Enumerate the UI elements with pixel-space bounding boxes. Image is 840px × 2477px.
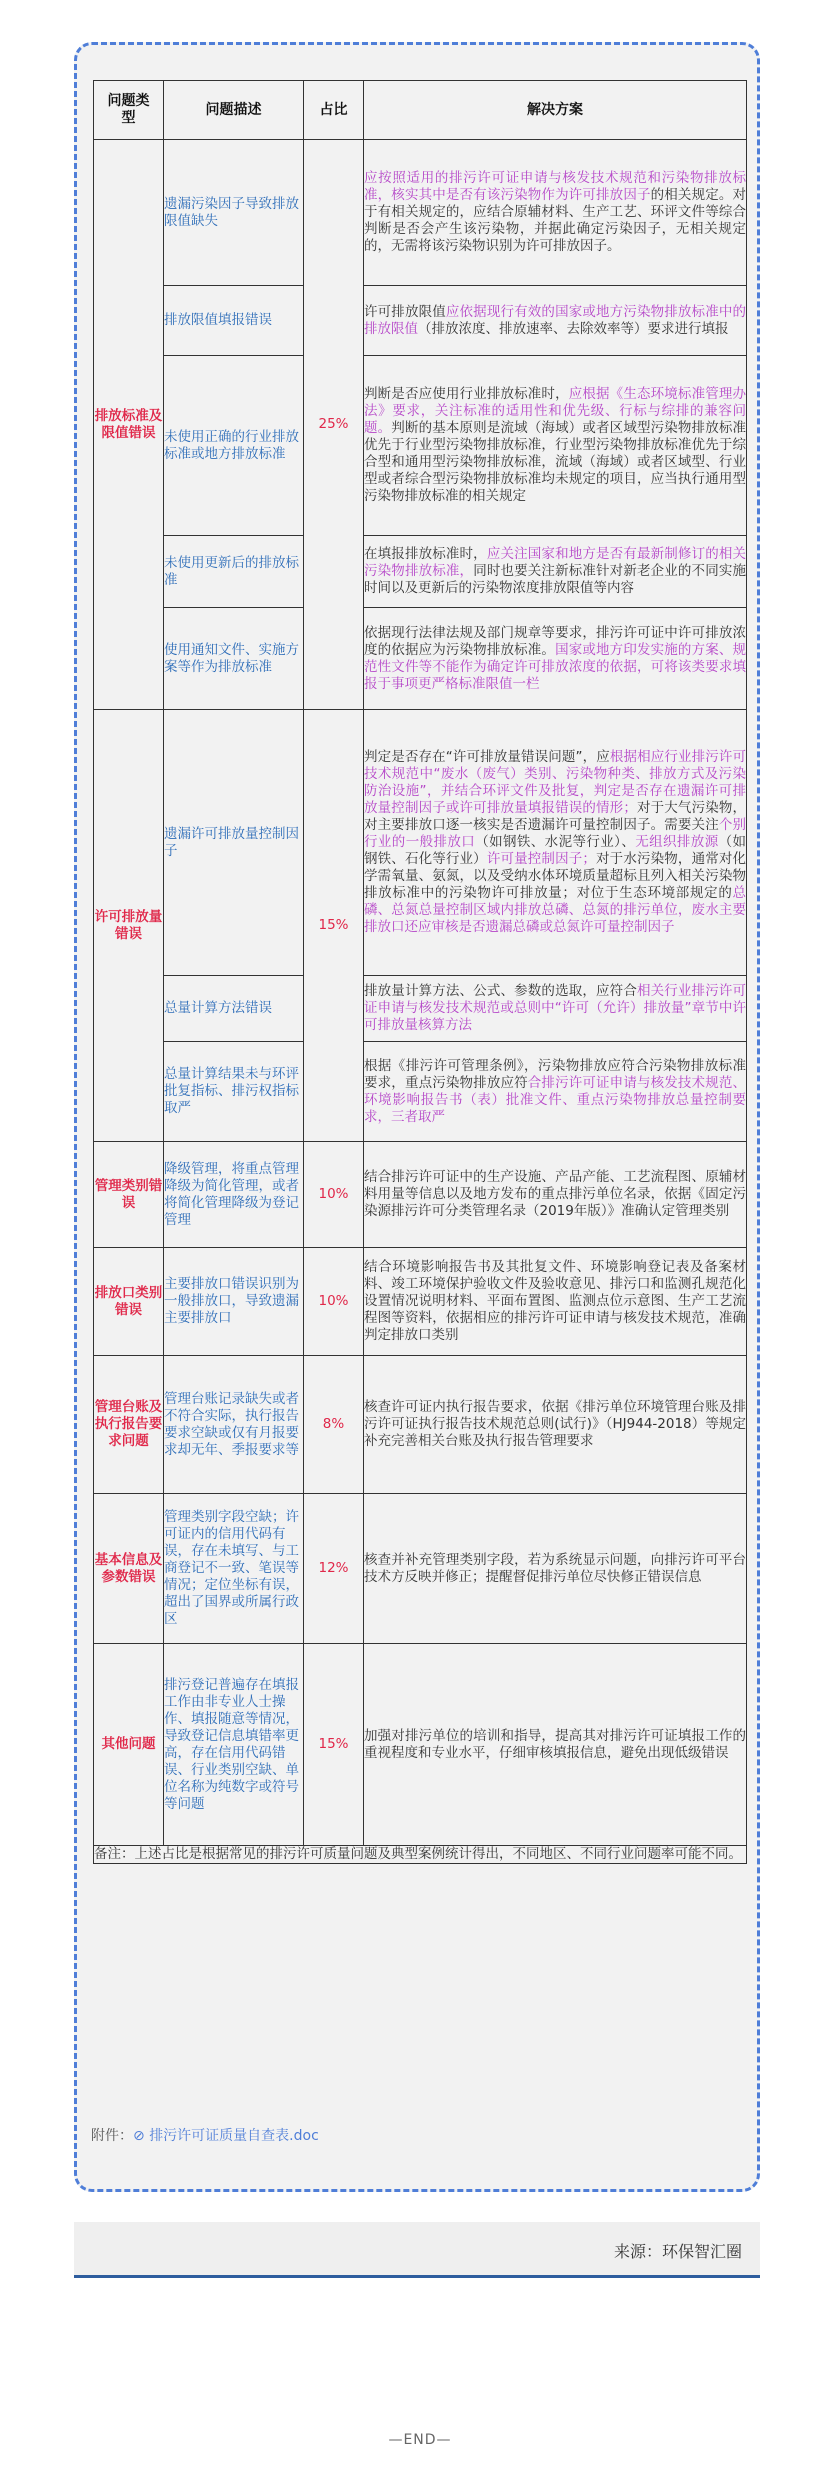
- solution-text: 根据《排污许可管理条例》，污染物排放应符合污染物排放标准要求，重点污染物排放应符: [364, 1057, 746, 1091]
- solution-highlight: 无组织排放源: [635, 834, 719, 850]
- solution-text: （如钢铁、石化等行业）: [364, 834, 747, 867]
- solution-cell: [364, 1142, 747, 1248]
- problem-description: 管理类别字段空缺；许可证内的信用代码有误，存在未填写、与工商登记不一致、笔误等情况；定位坐标有误，超出了国界或所属行政区: [164, 1494, 304, 1644]
- table-row: [94, 356, 747, 536]
- solution-cell: [364, 356, 747, 536]
- problem-ratio: 12%: [304, 1494, 364, 1644]
- header-ratio: 占比: [304, 81, 364, 140]
- problem-description: 使用通知文件、实施方案等作为排放标准: [164, 608, 304, 710]
- problem-category: 基本信息及参数错误: [94, 1494, 164, 1644]
- solution-text: （如钢铁、水泥等行业）、: [475, 834, 636, 850]
- problem-description: 主要排放口错误识别为一般排放口，导致遗漏主要排放口: [164, 1248, 304, 1356]
- solution-text: 对于大气污染物，对主要排放口逐一核实是否遗漏许可量控制因子。需要关注: [364, 800, 747, 833]
- solution-highlight: 相关行业排污许可证申请与核发技术规范或总则中“许可（允许）排放量”章节中许可排放量核算方法: [364, 983, 747, 1033]
- end-marker: —END—: [388, 2432, 452, 2448]
- problem-description: 遗漏许可排放量控制因子: [164, 710, 304, 976]
- problem-category: 管理类别错误: [94, 1142, 164, 1248]
- table-row: [94, 608, 747, 710]
- solution-highlight: 国家或地方印发实施的方案、规范性文件等不能作为确定许可排放浓度的依据，可将该类要求填报于事项更严格标准限值一栏: [364, 641, 747, 692]
- solution-text: 结合排污许可证中的生产设施、产品产能、工艺流程图、原辅材料用量等信息以及地方发布的重点排污单位名录，依据《固定污染源排污许可分类管理名录（2019年版）》准确认定管理类别: [364, 1169, 746, 1219]
- header-solution: 解决方案: [364, 81, 747, 140]
- solution-cell: [364, 1644, 747, 1846]
- table-row: [94, 1644, 747, 1846]
- problem-description: 遗漏污染因子导致排放限值缺失: [164, 140, 304, 286]
- problem-category: 其他问题: [94, 1644, 164, 1846]
- solution-text: 判定是否存在“许可排放量错误问题”，应: [364, 749, 610, 765]
- table-header-row: [94, 81, 747, 140]
- solution-text: 对于水污染物，通常对化学需氧量、氨氮，以及受纳水体环境质量超标且列入相关污染物排放标准中的污染物许可排放量；对位于生态环境部规定的: [364, 851, 747, 901]
- solution-text: 同时也要关注新标准针对新老企业的不同实施时间以及更新后的污染物浓度排放限值等内容: [364, 563, 747, 596]
- solution-cell: [364, 286, 747, 356]
- solution-highlight: 应根据《生态环境标准管理办法》要求，关注标准的适用性和优先级、行标与综排的兼容问题。: [364, 386, 747, 436]
- solution-cell: [364, 140, 747, 286]
- solution-text: 核查许可证内执行报告要求，依据《排污单位环境管理台账及排污许可证执行报告技术规范总则(试行)》（HJ944-2018）等规定补充完善相关台账及执行报告管理要求: [364, 1399, 746, 1449]
- solution-text: 的相关规定。对于有相关规定的，应结合原辅材料、生产工艺、环评文件等综合判断是否会产生该污染物，并据此确定污染因子，无相关规定的，无需将该污染物识别为许可排放因子。: [364, 187, 747, 254]
- solution-cell: [364, 976, 747, 1042]
- attachment-filename: 排污许可证质量自查表.doc: [149, 2128, 319, 2144]
- solution-cell: [364, 1356, 747, 1494]
- solution-highlight: 许可量控制因子；: [486, 851, 596, 867]
- solution-text: 排放量计算方法、公式、参数的选取，应符合: [364, 983, 637, 999]
- solution-highlight: 合排污许可证申请与核发技术规范、环境影响报告书（表）批准文件、重点污染物排放总量控制要求，三者取严: [364, 1074, 747, 1125]
- table-row: [94, 1248, 747, 1356]
- solution-cell: [364, 1494, 747, 1644]
- table-row: [94, 1042, 747, 1142]
- solution-text: 核查并补充管理类别字段，若为系统显示问题，向排污许可平台技术方反映并修正；提醒督促排污单位尽快修正错误信息: [364, 1551, 746, 1585]
- problem-ratio: 8%: [304, 1356, 364, 1494]
- quality-issues-table: [93, 80, 747, 1864]
- problem-category: 排放口类别错误: [94, 1248, 164, 1356]
- solution-text: 加强对排污单位的培训和指导，提高其对排污许可证填报工作的重视程度和专业水平，仔细审核填报信息，避免出现低级错误: [364, 1727, 746, 1761]
- problem-category: 排放标准及限值错误: [94, 140, 164, 710]
- problem-category: 管理台账及执行报告要求问题: [94, 1356, 164, 1494]
- source-bar: [74, 2222, 760, 2278]
- attachment-line: [91, 2125, 319, 2145]
- table-row: [94, 286, 747, 356]
- solution-cell: [364, 1248, 747, 1356]
- problem-description: 总量计算方法错误: [164, 976, 304, 1042]
- solution-highlight: 应按照适用的排污许可证申请与核发技术规范和污染物排放标准，核实其中是否有该污染物作为许可排放因子: [364, 170, 746, 203]
- solution-highlight: 应关注国家和地方是否有最新制修订的相关污染物排放标准，: [364, 546, 747, 579]
- solution-highlight: 应依据现行有效的国家或地方污染物排放标准中的排放限值: [364, 303, 747, 337]
- attachment-label: 附件：: [91, 2128, 133, 2144]
- content-card: [74, 42, 760, 2192]
- source-text: 来源：环保智汇圈: [613, 2242, 742, 2261]
- problem-category: 许可排放量错误: [94, 710, 164, 1142]
- solution-text: （排放浓度、排放速率、去除效率等）要求进行填报: [418, 320, 729, 337]
- solution-cell: [364, 710, 747, 976]
- problem-description: 未使用正确的行业排放标准或地方排放标准: [164, 356, 304, 536]
- problem-description: 管理台账记录缺失或者不符合实际，执行报告要求空缺或仅有月报要求却无年、季报要求等: [164, 1356, 304, 1494]
- solution-text: 依据现行法律法规及部门规章等要求，排污许可证中许可排放浓度的依据应为污染物排放标准。: [364, 624, 746, 658]
- problem-ratio: 10%: [304, 1142, 364, 1248]
- problem-ratio: 10%: [304, 1248, 364, 1356]
- header-problem-type: 问题类型: [94, 81, 164, 140]
- solution-cell: [364, 608, 747, 710]
- problem-ratio: 25%: [304, 140, 364, 710]
- solution-text: 在填报排放标准时，: [364, 546, 487, 562]
- problem-description: 排污登记普遍存在填报工作由非专业人士操作、填报随意等情况，导致登记信息填错率更高，存在信用代码错误、行业类别空缺、单位名称为纯数字或符号等问题: [164, 1644, 304, 1846]
- solution-text: 许可排放限值: [364, 303, 446, 320]
- solution-cell: [364, 1042, 747, 1142]
- solution-text: 结合环境影响报告书及其批复文件、环境影响登记表及备案材料、竣工环境保护验收文件及验收意见、排污口和监测孔规范化设置情况说明材料、平面布置图、监测点位示意图、生产工艺流程图等资料，依据相应的排污许可证申请与核发技术规范，准确判定排放口类别: [364, 1259, 746, 1343]
- solution-text: 判断的基本原则是流域（海域）或者区域型污染物排放标准优先于行业型污染物排放标准，行业型污染物排放标准优先于综合型和通用型污染物排放标准，流域（海域）或者区域型、行业型或者综合型污染物排放标准均未规定的项目，应当执行通用型污染物排放标准的相关规定: [364, 420, 746, 504]
- solution-highlight: 个别行业的一般排放口: [364, 817, 747, 850]
- table-row: [94, 1356, 747, 1494]
- table-row: [94, 976, 747, 1042]
- problem-description: 降级管理，将重点管理降级为简化管理，或者将简化管理降级为登记管理: [164, 1142, 304, 1248]
- solution-text: 判断是否应使用行业排放标准时，: [364, 386, 569, 402]
- table-row: [94, 140, 747, 286]
- solution-highlight: 根据相应行业排污许可技术规范中“废水（废气）类别、污染物种类、排放方式及污染防治设施”，并结合环评文件及批复，判定是否存在遗漏许可排放量控制因子或许可排放量填报错误的情形；: [364, 749, 746, 816]
- table-row: [94, 536, 747, 608]
- solution-highlight: 总磷、总氮总量控制区域内排放总磷、总氮的排污单位，废水主要排放口还应审核是否遗漏总磷或总氮许可量控制因子: [364, 885, 746, 935]
- attachment-link[interactable]: [133, 2128, 319, 2144]
- header-problem-desc: 问题描述: [164, 81, 304, 140]
- problem-ratio: 15%: [304, 710, 364, 1142]
- problem-ratio: 15%: [304, 1644, 364, 1846]
- problem-description: 未使用更新后的排放标准: [164, 536, 304, 608]
- problem-description: 总量计算结果未与环评批复指标、排污权指标取严: [164, 1042, 304, 1142]
- table-row: [94, 710, 747, 976]
- solution-cell: [364, 536, 747, 608]
- link-icon: ⊘: [133, 2128, 150, 2144]
- note-row: [94, 1846, 747, 1864]
- table-note: 备注：上述占比是根据常见的排污许可质量问题及典型案例统计得出，不同地区、不同行业问题率可能不同。: [94, 1846, 747, 1864]
- problem-description: 排放限值填报错误: [164, 286, 304, 356]
- table-row: [94, 1142, 747, 1248]
- table-row: [94, 1494, 747, 1644]
